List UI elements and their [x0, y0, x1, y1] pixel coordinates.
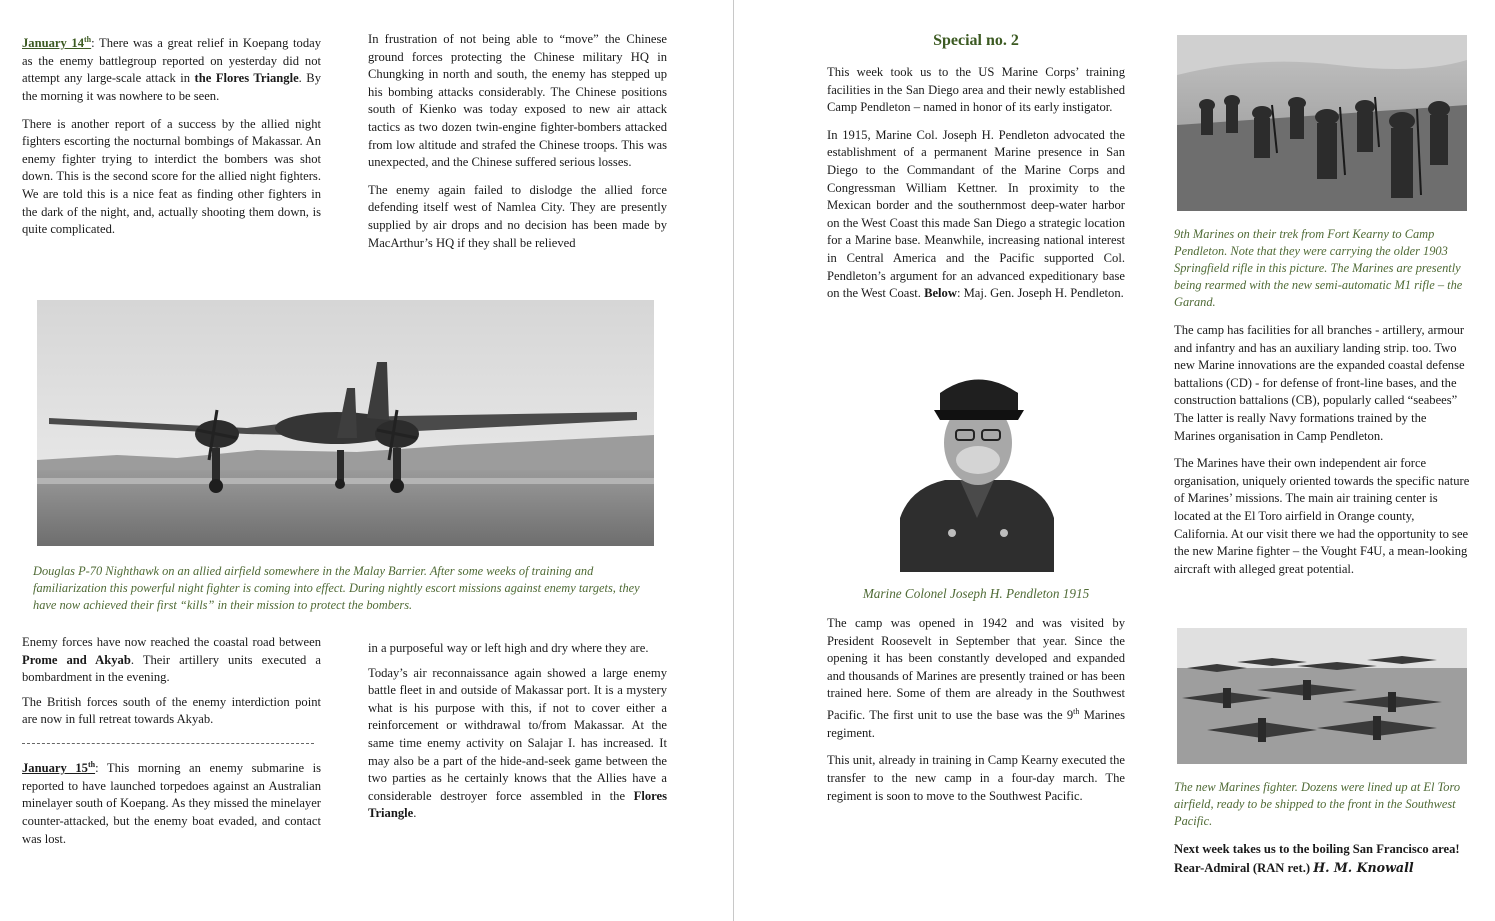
right-page — [734, 0, 1495, 921]
portrait-caption: Marine Colonel Joseph H. Pendleton 1915 — [862, 586, 1090, 601]
jan15-paragraph: January 15th: This morning an enemy submarine is reported to have launched torpedoes against an Australian minelayer south of Koepang. As they missed the minelayer counter-attacked, but the enemy boat evaded, and contact was lost. — [22, 759, 322, 846]
left-page — [0, 0, 733, 921]
left-high-dry-paragraph: in a purposeful way or left high and dry where they are. — [368, 641, 649, 655]
camp-kearny-paragraph: This unit, already in training in Camp Kearny executed the transfer to the new camp in a four-day march. The regiment is soon to move to the Southwest Pacific. — [827, 753, 1125, 803]
march-caption: 9th Marines on their trek from Fort Kearny to Camp Pendleton. Note that they were carrying the older 1903 Springfield rifle in this picture. The Marines are presently being rearmed with the new semi-automatic M1 rifle – the Garand. — [1174, 227, 1463, 309]
namlea-paragraph: The enemy again failed to dislodge the allied force defending itself west of Namlea City. They are presently supplied by air drops and no decision has been made by MacArthur’s HQ if they shall be relieved — [368, 182, 667, 250]
jan14-paragraph: January 14th: There was a great relief in Koepang today as the enemy battlegroup reported on yesterday did not attempt any large-scale attack in the Flores Triangle. By the morning it was nowhere to be seen. — [22, 35, 322, 103]
marines-march-photo — [1177, 35, 1467, 211]
battle-fleet-paragraph: Today’s air reconnaissance again showed a large enemy battle fleet in and outside of Makassar port. It is a mystery what is his purpose with this, if not to cover either a reinforcement or withdrawal to/from Makassar. At the same time enemy activity on Salajar I. has increased. It may also be a part of the hide-and-seek game between the two parties as he certainly knows that the Allies have a considerable destroyer force assembled in the Flores Triangle. — [368, 665, 667, 821]
plane-caption: Douglas P-70 Nighthawk on an allied airfield somewhere in the Malay Barrier. After some weeks of training and familiarization this powerful night fighter is coming into effect. During nightly escort missions against enemy targets, they have now achieved their first “kills” in their mission to protect the bombers. — [33, 564, 640, 612]
pendleton-history-paragraph: In 1915, Marine Col. Joseph H. Pendleton advocated the establishment of a permanent Marine presence in San Diego to the Commandant of the Marine Corps and Congressman William Kettner. In proximity to the Mexican border and the southernmost deep-water harbor on the West Coast this made San Diego a strategic location for a Marine base. Meanwhile, increasing national interest in Central America and the Pacific supported Col. Pendleton’s argument for an advanced expeditionary base on the West Coast. Below: Maj. Gen. Joseph H. Pendleton. — [827, 127, 1125, 301]
air-force-paragraph: The Marines have their own independent air force organisation, uniquely oriented towards the specific nature of Marines’ missions. The main air training center is located at the El Toro airfield in Orange county, California. At our visit there we had the opportunity to see the new Marine fighter – the Vought F4U, a mean-looking aircraft with alleged great potential. — [1174, 456, 1470, 576]
right-colA-bottom — [827, 615, 1125, 815]
prome-akyab-paragraph: Enemy forces have now reached the coastal road between Prome and Akyab. Their artillery units executed a bombardment in the evening. — [22, 635, 321, 685]
camp-opened-paragraph: The camp was opened in 1942 and was visited by President Roosevelt in September that year. Since the opening it has been constantly developed and expanded and thousands of Marines are presently trained or has been trained here. Some of them are already in the Southwest Pacific. The first unit to use the base was the 9th Marines regiment. — [827, 616, 1125, 740]
f4u-fighters-photo — [1177, 628, 1467, 764]
facilities-paragraph: The camp has facilities for all branches - artillery, armour and infantry and has an auxiliary landing strip. too. Two new Marine innovations are the expanded coastal defense battalions (CD) - for defense of front-line bases, and the construction battalions (CB), popularly called “seabees” The latter is really Navy formations trained by the Marines organisation in Camp Pendleton. — [1174, 323, 1465, 443]
special-heading: Special no. 2 — [933, 32, 1019, 49]
right-colB-mid — [1174, 322, 1470, 588]
british-retreat-paragraph: The British forces south of the enemy interdiction point are now in full retreat towards Akyab. — [22, 694, 321, 727]
p70-nighthawk-photo — [37, 300, 654, 546]
fighters-caption: The new Marines fighter. Dozens were lined up at El Toro airfield, ready to be shipped to the front in the Southwest Pacific. — [1174, 780, 1461, 828]
author-signature: H. M. Knowall — [1313, 859, 1414, 875]
date-jan15: January 15th — [22, 759, 96, 776]
night-fighter-paragraph: There is another report of a success by the allied night fighters escorting the nocturnal bombings of Makassar. An enemy fighter trying to interdict the bombers was shot down. This is the second score for the allied night fighters. We are told this is a nice feat as finding other fighters in the dark of the night, and, actually shooting them down, is quite complicated. — [22, 116, 321, 237]
section-divider — [22, 743, 314, 744]
right-colA-top — [827, 64, 1125, 313]
left-col2-top — [368, 31, 667, 262]
chinese-paragraph: In frustration of not being able to “move” the Chinese ground forces protecting the Chinese military HQ in Chungking in north and south, the enemy has stepped up his bombing attacks considerably. The Chinese positions south of Kienko was today exposed to new air attack tactics as two dozen twin-engine fighter-bombers attacked from low altitude and strafed the Chinese troops. This was unexpected, and the Chinese suffered serious losses. — [368, 32, 667, 170]
left-col1-top — [22, 31, 321, 249]
left-col1-bottom — [22, 634, 321, 858]
left-col2-bottom — [368, 640, 667, 833]
marine-intro-paragraph: This week took us to the US Marine Corps’ training facilities in the San Diego area and their newly established Camp Pendleton – named in honor of its early instigator. — [827, 65, 1125, 115]
pendleton-portrait-photo — [900, 348, 1054, 572]
date-jan14: January 14th — [22, 35, 92, 51]
closing-paragraph: Next week takes us to the boiling San Francisco area! Rear-Admiral (RAN ret.) H. M. Knowall — [1174, 842, 1460, 875]
